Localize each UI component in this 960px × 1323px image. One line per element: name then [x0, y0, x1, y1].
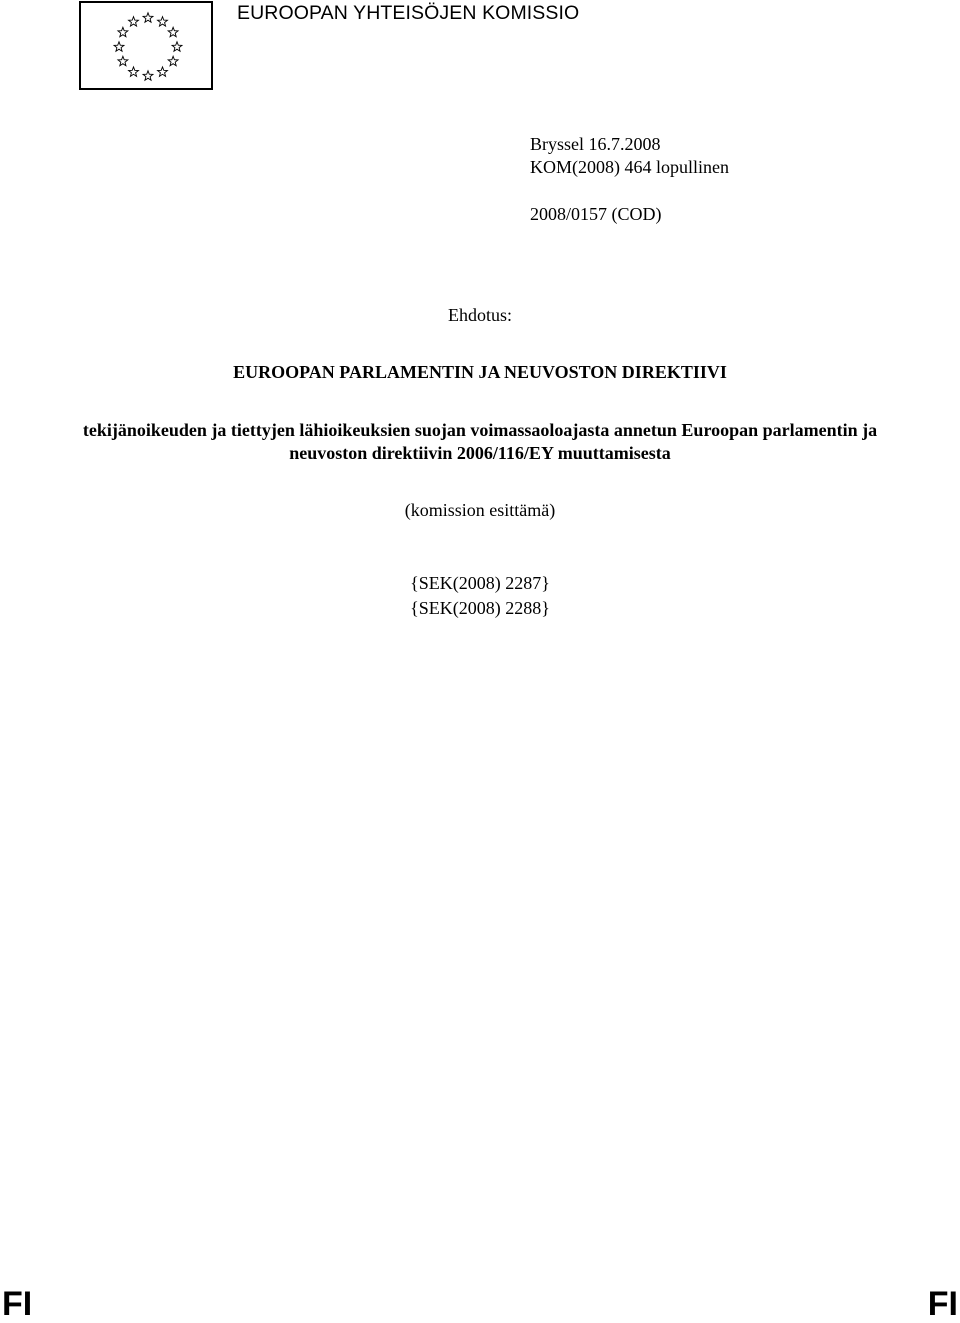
document-number: KOM(2008) 464 lopullinen: [530, 157, 729, 177]
star-icon: [143, 71, 153, 80]
related-document-2: {SEK(2008) 2288}: [410, 598, 550, 618]
star-icon: [172, 42, 182, 51]
language-code-left: FI: [2, 1285, 33, 1323]
eu-flag-icon: [79, 1, 213, 90]
language-code-right: FI: [927, 1285, 958, 1323]
place-and-date: Bryssel 16.7.2008: [530, 134, 661, 154]
star-icon: [129, 17, 139, 26]
star-icon: [118, 56, 128, 65]
star-icon: [118, 27, 128, 36]
presented-by: (komission esittämä): [404, 500, 556, 520]
star-icon: [158, 17, 168, 26]
document-type-label: Ehdotus:: [447, 305, 512, 325]
star-icon: [158, 67, 168, 76]
star-icon: [129, 67, 139, 76]
star-icon: [168, 56, 178, 65]
star-icon: [168, 27, 178, 36]
star-circle-icon: [81, 3, 211, 88]
document-subtitle: tekijänoikeuden ja tiettyjen lähioikeuksien suojan voimassaoloajasta annetun Euroopan parlamentin ja neuvoston direktiivin 2006/116/EY muuttamisesta: [82, 420, 878, 463]
related-document-1: {SEK(2008) 2287}: [410, 573, 550, 593]
star-icon: [114, 42, 124, 51]
procedure-number: 2008/0157 (COD): [530, 204, 662, 224]
star-icon: [143, 13, 153, 22]
organization-name: EUROOPAN YHTEISÖJEN KOMISSIO: [237, 2, 580, 24]
document-title: EUROOPAN PARLAMENTIN JA NEUVOSTON DIREKTIIVI: [233, 362, 727, 382]
